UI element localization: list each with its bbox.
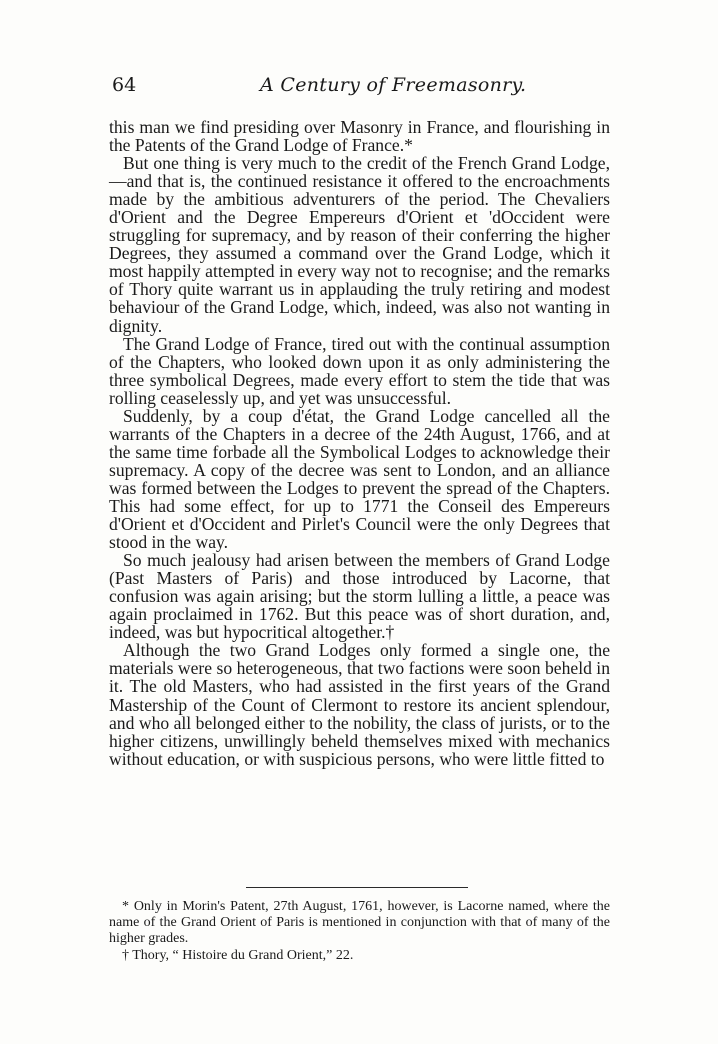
body-text xyxy=(109,118,610,768)
page-number: 64 xyxy=(112,74,137,96)
footnote-asterisk: * Only in Morin's Patent, 27th August, 1761, however, is Lacorne named, where the name of the Grand Orient of Paris is mentioned in conjunction with that of many of the higher grades. xyxy=(109,899,610,947)
running-title: A Century of Freemasonry. xyxy=(260,74,527,96)
paragraph: So much jealousy had arisen between the members of Grand Lodge (Past Masters of Paris) and those introduced by Lacorne, that confusion was again arising; but the storm lulling a little, a peace was again proclaimed in 1762. But this peace was of short duration, and, indeed, was but hypocritical altogether.† xyxy=(109,550,610,643)
page-header xyxy=(112,74,612,104)
paragraph: But one thing is very much to the credit of the French Grand Lodge,—and that is, the continued resistance it offered to the encroachments made by the ambitious adventurers of the period. The Chevaliers d'Orient and the Degree Empereurs d'Orient et 'dOccident were struggling for supremacy, and by reason of their conferring the higher Degrees, they assumed a command over the Grand Lodge, which it most happily attempted in every way not to recognise; and the remarks of Thory quite warrant us in applauding the truly retiring and modest behaviour of the Grand Lodge, which, indeed, was also not wanting in dignity. xyxy=(109,153,610,336)
footnote-divider xyxy=(246,887,468,888)
footnote-dagger: † Thory, “ Histoire du Grand Orient,” 22. xyxy=(122,947,354,963)
paragraph: The Grand Lodge of France, tired out with the continual assumption of the Chapters, who looked down upon it as only administering the three symbolical Degrees, made every effort to stem the tide that was rolling ceaselessly up, and yet was unsuccessful. xyxy=(109,333,610,408)
paragraph-continuation: this man we find presiding over Masonry in France, and flourishing in the Patents of the Grand Lodge of France.* xyxy=(109,117,610,156)
paragraph: Suddenly, by a coup d'état, the Grand Lodge cancelled all the warrants of the Chapters in a decree of the 24th August, 1766, and at the same time forbade all the Symbolical Lodges to acknowledge their supremacy. A copy of the decree was sent to London, and an alliance was formed between the Lodges to prevent the spread of the Chapters. This had some effect, for up to 1771 the Conseil des Empereurs d'Orient et d'Occident and Pirlet's Council were the only Degrees that stood in the way. xyxy=(109,405,610,553)
paragraph: Although the two Grand Lodges only formed a single one, the materials were so heterogeneous, that two factions were soon beheld in it. The old Masters, who had assisted in the first years of the Grand Mastership of the Count of Clermont to restore its ancient splendour, and who all belonged either to the nobility, the class of jurists, or to the higher citizens, unwillingly beheld themselves mixed with mechanics without education, or with suspicious persons, who were little fitted to xyxy=(109,640,610,769)
footnotes xyxy=(109,899,610,964)
